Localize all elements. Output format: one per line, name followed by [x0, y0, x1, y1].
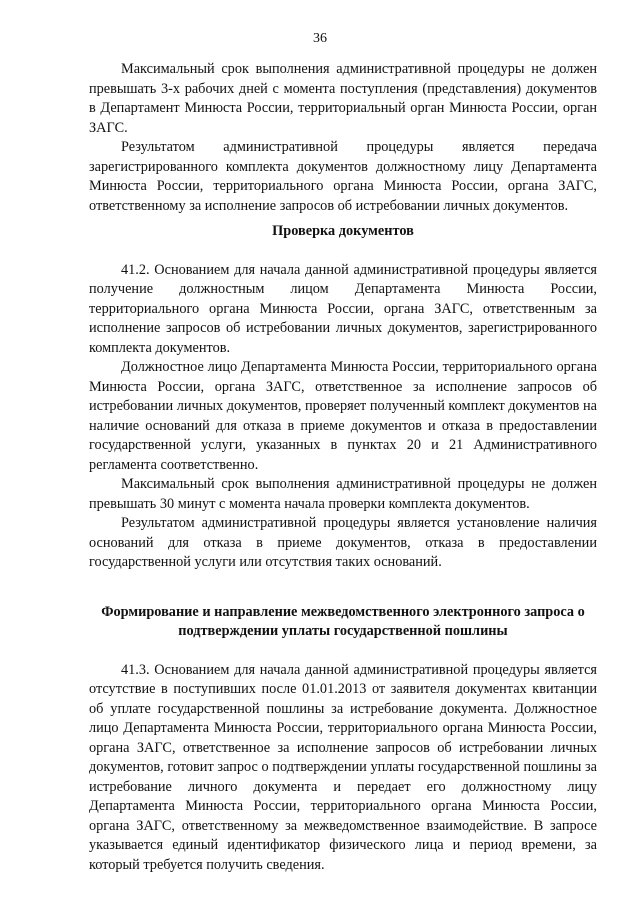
paragraph-result-registration: Результатом административной процедуры является передача зарегистрированного комплекта документов должностному лицу Департамента Минюста России, территориального органа Минюста России, органа ЗАГС, ответственному за исполнение запросов об истребовании личных документов.: [89, 139, 597, 214]
paragraph-41-3-basis: 41.3. Основанием для начала данной административной процедуры является отсутствие в поступивших после 01.01.2013 от заявителя документах квитанции об уплате государственной пошлины за истребование документа. Должностное лицо Департамента Минюста России, территориального органа Минюста России, органа ЗАГС, ответственное за исполнение запросов об истребовании личных документов, готовит запрос о подтверждении уплаты государственной пошлины за истребование личного документа и передает его должностному лицу Департамента Минюста России, территориального органа Минюста России, органа ЗАГС, ответственному за межведомственное взаимодействие. В запросе указывается единый идентификатор физического лица и период времени, за который требуется получить сведения.: [89, 661, 597, 873]
section-heading-interagency-request: Формирование и направление межведомственного электронного запроса о подтверждении уплаты государственной пошлины: [101, 603, 585, 639]
paragraph-result-check: Результатом административной процедуры является установление наличия оснований для отказа в приеме документов, отказа в предоставлении государственной услуги или отсутствия таких оснований.: [89, 515, 597, 570]
paragraph-official-checks: Должностное лицо Департамента Минюста России, территориального органа Минюста России, органа ЗАГС, ответственное за исполнение запросов об истребовании личных документов, проверяет полученный комплект документов на наличие оснований для отказа в приеме документов и отказа в предоставлении государственной услуги, указанных в пунктах 20 и 21 Административного регламента соответственно.: [89, 359, 597, 473]
page-body: [89, 60, 597, 875]
paragraph-41-2-basis: 41.2. Основанием для начала данной административной процедуры является получение должностным лицом Департамента Минюста России, территориального органа Минюста России, органа ЗАГС, ответственным за исполнение запросов об истребовании личных документов, зарегистрированного комплекта документов.: [89, 261, 597, 356]
section-heading-document-check: Проверка документов: [272, 223, 414, 239]
paragraph-max-term-registration: Максимальный срок выполнения административной процедуры не должен превышать 3-х рабочих дней с момента поступления (представления) документов в Департамент Минюста России, территориальный орган Минюста России, орган ЗАГС.: [89, 61, 597, 136]
paragraph-max-term-check: Максимальный срок выполнения административной процедуры не должен превышать 30 минут с момента начала проверки комплекта документов.: [89, 476, 597, 512]
page-number: 36: [313, 31, 327, 46]
